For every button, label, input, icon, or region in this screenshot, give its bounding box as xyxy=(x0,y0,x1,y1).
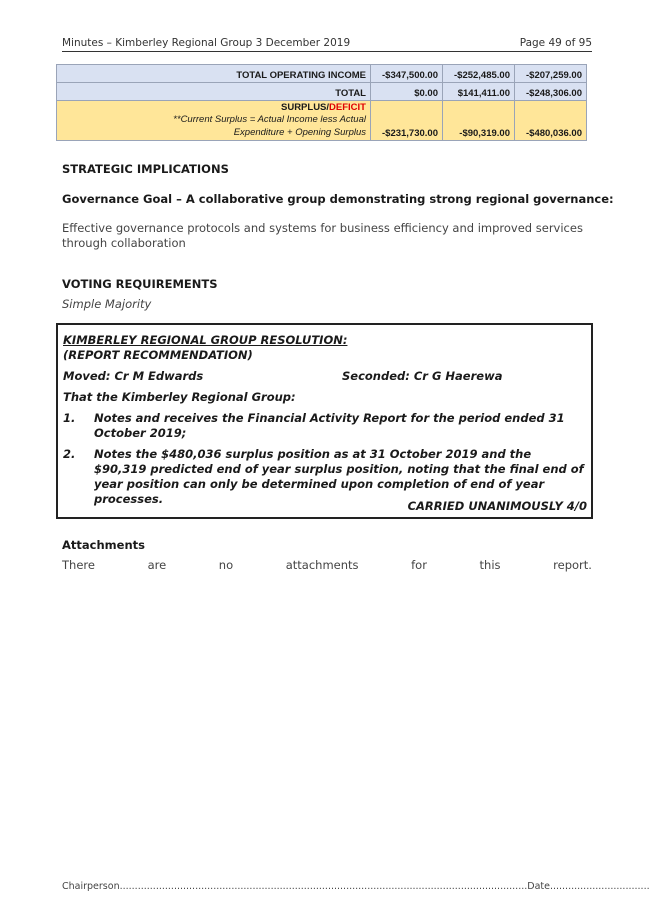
table-cell: -$231,730.00 xyxy=(371,101,443,141)
surplus-note-line-1: **Current Surplus = Actual Income less Actual xyxy=(173,114,366,125)
word: There xyxy=(62,558,95,572)
strategic-body: Effective governance protocols and systems for business efficiency and improved services through collaboration xyxy=(62,221,583,250)
table-cell: -$480,036.00 xyxy=(515,101,587,141)
financial-summary-table xyxy=(56,64,587,141)
word: this xyxy=(479,558,501,572)
resolution-title xyxy=(63,333,347,347)
page-number: Page 49 of 95 xyxy=(519,37,592,49)
voting-heading: VOTING REQUIREMENTS xyxy=(62,277,218,291)
item-number: 2. xyxy=(63,447,76,461)
attachments-heading: Attachments xyxy=(62,538,145,552)
item-number: 1. xyxy=(63,411,76,425)
resolution-item: Notes the $480,036 surplus position as at 31 October 2019 and the $90,319 predicted end of year surplus position, noting that the final end of year position can only be determined upon completion of end of year processes. xyxy=(94,447,584,506)
table-cell: -$252,485.00 xyxy=(443,65,515,83)
resolution-intro: That the Kimberley Regional Group: xyxy=(63,390,296,404)
resolution-item: Notes and receives the Financial Activity Report for the period ended 31 October 2019; xyxy=(94,411,565,440)
table-cell: $0.00 xyxy=(371,83,443,101)
table-cell: -$90,319.00 xyxy=(443,101,515,141)
resolution-subtitle: (REPORT RECOMMENDATION) xyxy=(63,348,253,362)
word: for xyxy=(411,558,427,572)
resolution-title-text: KIMBERLEY REGIONAL GROUP RESOLUTION: xyxy=(63,333,348,347)
moved-by: Moved: Cr M Edwards xyxy=(63,369,204,383)
header-title: Minutes – Kimberley Regional Group 3 December 2019 xyxy=(62,37,351,49)
deficit-text: DEFICIT xyxy=(329,102,366,113)
row-label: TOTAL OPERATING INCOME xyxy=(57,65,371,83)
signature-line: Chairperson.......................................................................................................................................Date................................. xyxy=(62,881,650,892)
table-cell: -$347,500.00 xyxy=(371,65,443,83)
word: report. xyxy=(553,558,592,572)
surplus-row xyxy=(57,101,587,141)
table-cell: -$207,259.00 xyxy=(515,65,587,83)
carried-status: CARRIED UNANIMOUSLY 4/0 xyxy=(407,499,587,513)
page-header xyxy=(62,37,592,52)
seconded-by: Seconded: Cr G Haerewa xyxy=(342,369,503,383)
word: no xyxy=(218,558,234,572)
row-label: TOTAL xyxy=(57,83,371,101)
strategic-heading: STRATEGIC IMPLICATIONS xyxy=(62,162,229,176)
attachments-text xyxy=(62,558,592,572)
table-cell: -$248,306.00 xyxy=(515,83,587,101)
table-cell: $141,411.00 xyxy=(443,83,515,101)
voting-value: Simple Majority xyxy=(62,297,152,311)
word: attachments xyxy=(285,558,359,572)
table-row xyxy=(57,65,587,83)
surplus-text: SURPLUS/ xyxy=(281,102,330,113)
surplus-label-cell xyxy=(57,101,371,141)
table-row xyxy=(57,83,587,101)
resolution-box xyxy=(56,323,593,519)
word: are xyxy=(147,558,167,572)
surplus-note-line-2: Expenditure + Opening Surplus xyxy=(233,127,366,138)
governance-goal: Governance Goal – A collaborative group demonstrating strong regional governance: xyxy=(62,192,614,206)
surplus-label xyxy=(61,102,366,113)
